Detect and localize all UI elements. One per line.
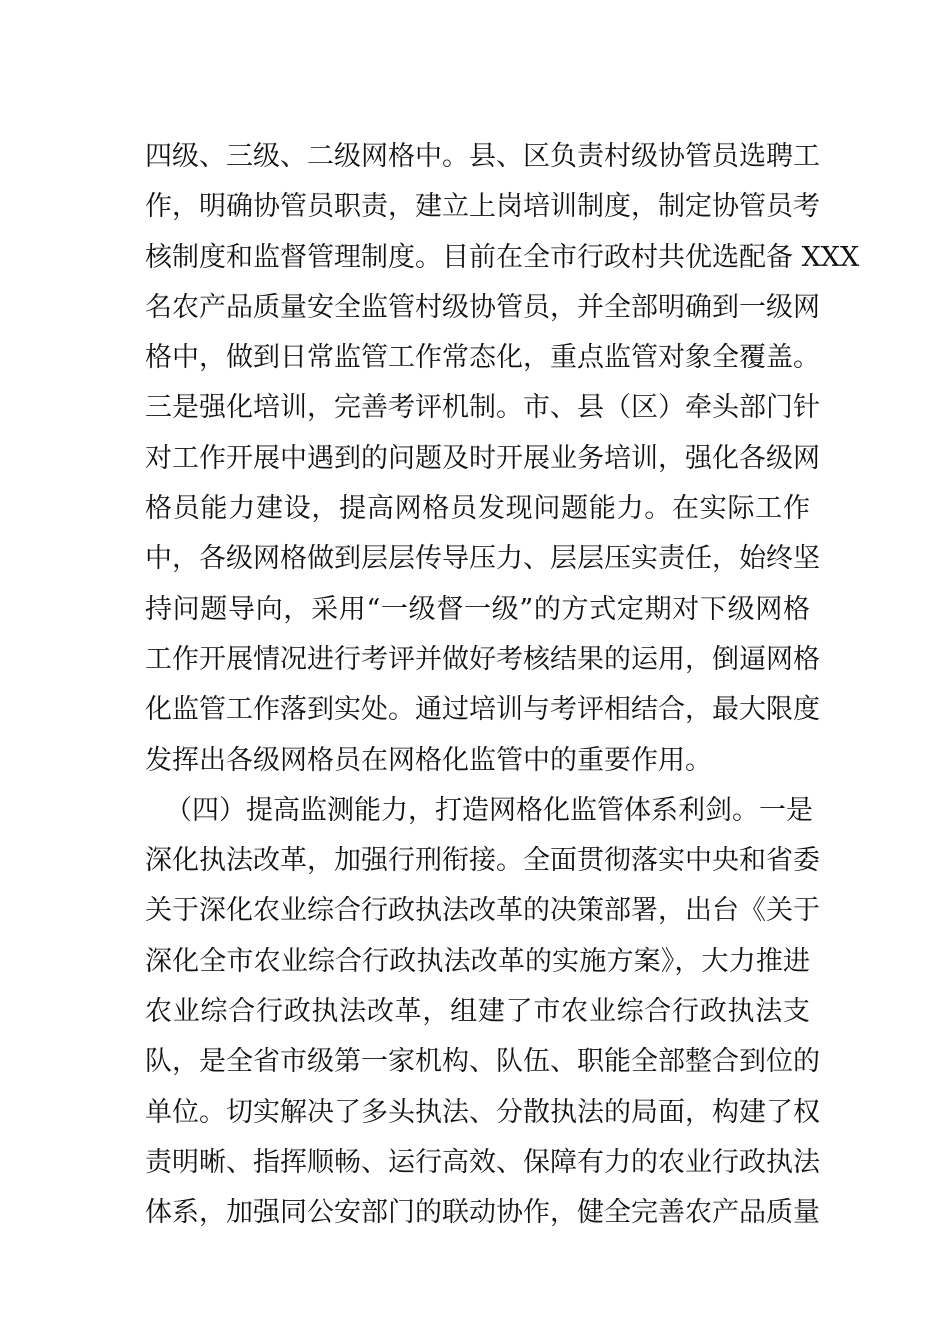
text-line: 对工作开展中遇到的问题及时开展业务培训，强化各级网 bbox=[145, 442, 820, 474]
text-line: 责明晰、指挥顺畅、运行高效、保障有力的农业行政执法 bbox=[145, 1146, 820, 1178]
text-line: 化监管工作落到实处。通过培训与考评相结合，最大限度 bbox=[145, 694, 820, 726]
text-line: 发挥出各级网格员在网格化监管中的重要作用。 bbox=[145, 744, 712, 776]
text-line: 名农产品质量安全监管村级协管员，并全部明确到一级网 bbox=[145, 291, 820, 323]
text-line: 队，是全省市级第一家机构、队伍、职能全部整合到位的 bbox=[145, 1046, 820, 1078]
text-line: 作，明确协管员职责，建立上岗培训制度，制定协管员考 bbox=[145, 191, 820, 223]
text-line: 体系，加强同公安部门的联动协作，健全完善农产品质量 bbox=[145, 1197, 820, 1229]
text-line: 单位。切实解决了多头执法、分散执法的局面，构建了权 bbox=[145, 1096, 820, 1128]
text-line: 深化全市农业综合行政执法改革的实施方案》，大力推进 bbox=[145, 945, 810, 977]
section-heading-line: （四）提高监测能力，打造网格化监管体系利剑。一是 bbox=[165, 794, 813, 826]
text-line: 格员能力建设，提高网格员发现问题能力。在实际工作 bbox=[145, 493, 810, 525]
text-line: 核制度和监督管理制度。目前在全市行政村共优选配备 XXX bbox=[145, 241, 860, 273]
text-line: 中，各级网格做到层层传导压力、层层压实责任，始终坚 bbox=[145, 543, 820, 575]
text-line: 格中，做到日常监管工作常态化，重点监管对象全覆盖。 bbox=[145, 342, 820, 374]
text-line: 深化执法改革，加强行刑衔接。全面贯彻落实中央和省委 bbox=[145, 845, 820, 877]
text-line: 三是强化培训，完善考评机制。市、县（区）牵头部门针 bbox=[145, 392, 820, 424]
text-line: 持问题导向，采用“一级督一级”的方式定期对下级网格 bbox=[145, 593, 810, 625]
text-line: 工作开展情况进行考评并做好考核结果的运用，倒逼网格 bbox=[145, 643, 820, 675]
text-line: 关于深化农业综合行政执法改革的决策部署，出台《关于 bbox=[145, 895, 820, 927]
text-line: 四级、三级、二级网格中。县、区负责村级协管员选聘工 bbox=[145, 141, 820, 172]
text-line: 农业综合行政执法改革，组建了市农业综合行政执法支 bbox=[145, 996, 810, 1028]
document-body bbox=[145, 132, 860, 1239]
